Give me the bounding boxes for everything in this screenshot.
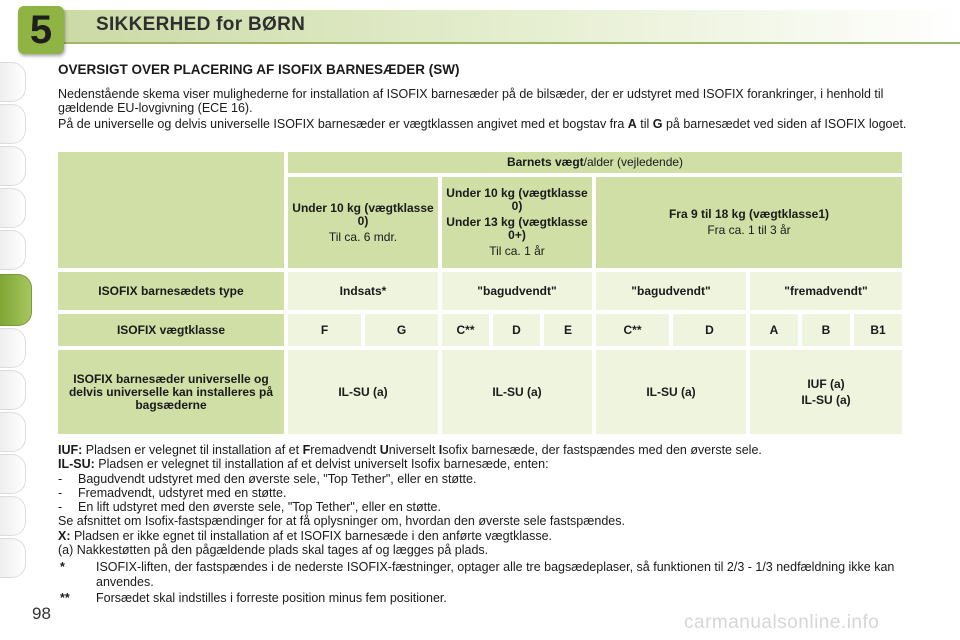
row-label-seat-type: ISOFIX barnesædets type [58, 272, 284, 310]
chapter-tab[interactable] [0, 146, 26, 186]
weight-group-age: Til ca. 6 mdr. [328, 229, 398, 244]
footnote-mark: * [60, 560, 65, 575]
seat-type-cell: "bagudvendt" [442, 272, 592, 310]
footnote-text: ISOFIX-liften, der fastspændes i de nederste ISOFIX-fæstninger, optager alle tre bagsædeplaser, så funktionen til 2/3 - 1/3 nedfældning ikke kan anvendes. [96, 560, 895, 589]
weight-class-cell: B [802, 314, 850, 346]
table-header-rest: /alder (vejledende) [583, 155, 684, 169]
seat-suitability-cell: IL-SU (a) [288, 350, 438, 434]
weight-group-1 [288, 177, 438, 268]
note-see-section: Se afsnittet om Isofix-fastspændinger for at få oplysninger om, hvordan den øverste sele fastspændes. [58, 514, 625, 529]
footnote [58, 560, 914, 589]
table-header-bold: Barnets vægt [506, 155, 584, 169]
weight-group-title: Fra 9 til 18 kg (vægtklasse1) [668, 207, 830, 221]
note-headrest: (a) Nakkestøtten på den pågældende plads skal tages af og lægges på plads. [58, 543, 489, 558]
table-header-weight [288, 152, 902, 173]
note-ilsu [58, 457, 914, 471]
note-text: remadvendt [310, 443, 380, 457]
section-title: OVERSIGT OVER PLACERING AF ISOFIX BARNESÆDER (SW) [58, 62, 460, 77]
weight-group-title: Under 10 kg (vægtklasse 0) [292, 200, 434, 228]
chapter-tab[interactable] [0, 328, 26, 368]
bullet-text: Fremadvendt, udstyret med en støtte. [78, 485, 287, 500]
chapter-tab[interactable] [0, 454, 26, 494]
weight-class-cell: C** [596, 314, 669, 346]
bullet-mark: - [58, 485, 63, 500]
weight-class-cell: A [750, 314, 798, 346]
page-header [0, 0, 960, 56]
note-iuf [58, 443, 914, 457]
weight-class-cell: B1 [854, 314, 902, 346]
note-highlight: I [438, 443, 443, 457]
bullet-text: En lift udstyret med den øverste sele, "Top Tether", eller en støtte. [78, 500, 441, 515]
weight-class-cell: G [365, 314, 438, 346]
weight-group-title: Under 13 kg (vægtklasse 0+) [446, 215, 588, 242]
note-text: Pladsen er ikke egnet til installation af et ISOFIX barnesæde i den anførte vægtklasse. [70, 528, 553, 543]
intro-text: På de universelle og delvis universelle ISOFIX barnesæder er vægtklassen angivet med et bogstav fra [58, 117, 628, 131]
bullet-text: Bagudvendt udstyret med den øverste sele, "Top Tether", eller en støtte. [78, 471, 477, 486]
weight-group-3 [596, 177, 902, 268]
bullet-mark: - [58, 500, 63, 515]
note-text: niverselt [388, 443, 439, 457]
chapter-tab[interactable] [0, 62, 26, 102]
chapter-tab[interactable] [0, 496, 26, 536]
weight-group-age: Til ca. 1 år [489, 244, 545, 258]
list-item [58, 472, 914, 486]
chapter-title: SIKKERHED for BØRN [96, 14, 306, 35]
note-text: Pladsen er velegnet til installation af et [82, 443, 303, 457]
seat-type-cell: Indsats* [288, 272, 438, 310]
chapter-tab[interactable] [0, 412, 26, 452]
footnote [58, 591, 914, 605]
chapter-tab-active[interactable] [0, 274, 32, 326]
footnote-text: Forsædet skal indstilles i forreste position minus fem positioner. [96, 590, 447, 605]
footnote-mark: ** [60, 590, 70, 605]
note-term: IL-SU: [58, 457, 95, 472]
seat-suitability-value: IL-SU (a) [801, 392, 851, 407]
note-term: IUF: [58, 443, 83, 457]
seat-suitability-value: IUF (a) [807, 376, 845, 391]
weight-class-cell: E [544, 314, 592, 346]
note-highlight: U [379, 443, 389, 457]
seat-suitability-cell: IL-SU (a) [442, 350, 592, 434]
chapter-tabs [0, 62, 30, 622]
page-number: 98 [32, 604, 51, 623]
seat-type-cell: "fremadvendt" [750, 272, 902, 310]
intro-text: til [636, 117, 653, 131]
bullet-mark: - [58, 471, 63, 486]
seat-suitability-cell [750, 350, 902, 434]
row-label-rear-seats: ISOFIX barnesæder universelle og delvis universelle kan installeres på bagsæderne [58, 350, 284, 434]
intro-paragraph-weight-class [58, 117, 908, 131]
weight-class-cell: C** [442, 314, 489, 346]
intro-text: på barnesædet ved siden af ISOFIX logoet. [662, 117, 907, 131]
intro-paragraph: Nedenstående skema viser mulighederne for installation af ISOFIX barnesæder på de bilsæder, der er udstyret med ISOFIX forankringer, i henhold til gældende EU-lovgivning (ECE 16). [58, 87, 884, 115]
weight-group-title: Under 10 kg (vægtklasse 0) [446, 186, 588, 213]
note-term: X: [58, 528, 71, 543]
seat-suitability-cell: IL-SU (a) [596, 350, 746, 434]
chapter-tab[interactable] [0, 104, 26, 144]
weight-group-age: Fra ca. 1 til 3 år [707, 223, 791, 237]
chapter-tab[interactable] [0, 230, 26, 270]
weight-class-cell: D [493, 314, 540, 346]
table-corner [58, 152, 284, 268]
intro-letter-g: G [652, 117, 663, 131]
note-text: sofix barnesæde, der fastspændes med den øverste sele. [442, 443, 762, 457]
list-item [58, 486, 914, 500]
weight-class-cell: F [288, 314, 361, 346]
chapter-tab[interactable] [0, 538, 26, 578]
legend-notes [58, 443, 914, 605]
chapter-number: 5 [29, 8, 53, 52]
weight-group-2 [442, 177, 592, 268]
row-label-weight-class: ISOFIX vægtklasse [58, 314, 284, 346]
list-item [58, 500, 914, 514]
watermark: carmanualsonline.info [684, 612, 880, 633]
chapter-tab[interactable] [0, 370, 26, 410]
note-text: Pladsen er velegnet til installation af et delvist universelt Isofix barnesæde, enten: [94, 457, 549, 472]
intro-letter-a: A [627, 117, 637, 131]
note-highlight: F [302, 443, 311, 457]
weight-class-cell: D [673, 314, 746, 346]
note-x [58, 529, 914, 543]
seat-type-cell: "bagudvendt" [596, 272, 746, 310]
chapter-tab[interactable] [0, 188, 26, 228]
